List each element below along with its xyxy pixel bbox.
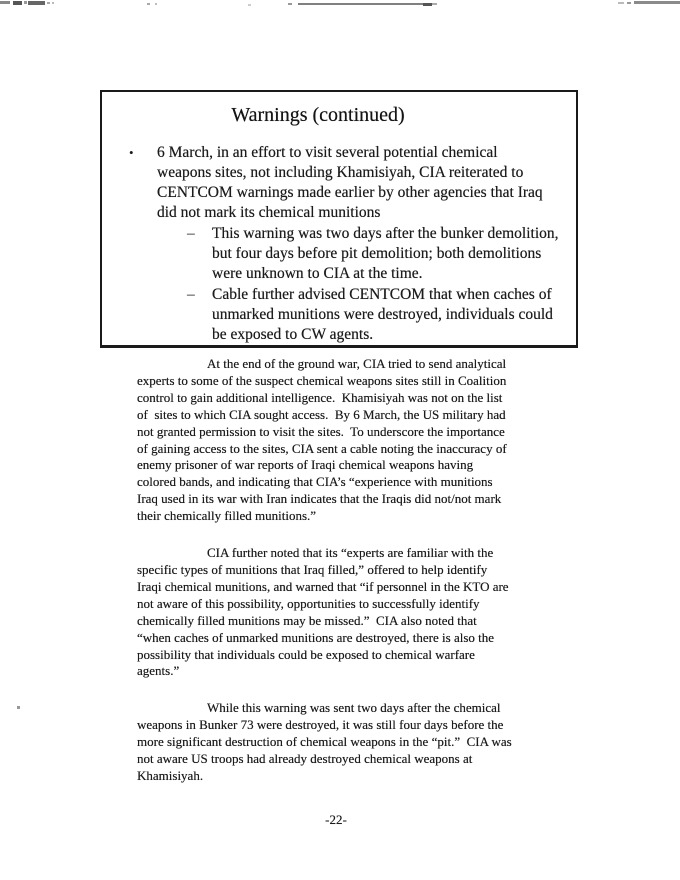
bullet-marker: •	[129, 145, 134, 160]
bullet-line: 6 March, in an effort to visit several potential chemical	[157, 144, 498, 161]
bullet-item	[102, 143, 576, 223]
warnings-box-title: Warnings (continued)	[231, 104, 405, 126]
body-line: of gaining access to the sites, CIA sent a cable noting the inaccuracy of	[137, 440, 507, 456]
body-line: control to gain additional intelligence. Khamisiyah was not on the list	[137, 389, 503, 405]
scan-artifact	[155, 3, 157, 5]
body-line: specific types of munitions that Iraq filled,” offered to help identify	[137, 561, 488, 577]
body-line: enemy prisoner of war reports of Iraqi chemical weapons having	[137, 457, 474, 473]
sub-bullet-marker: –	[187, 286, 195, 303]
body-line: more significant destruction of chemical weapons in the “pit.” CIA was	[137, 734, 512, 750]
body-text	[137, 356, 555, 805]
sub-bullet-line: This warning was two days after the bunker demolition,	[212, 225, 559, 242]
body-line: At the end of the ground war, CIA tried to send analytical	[207, 356, 507, 371]
scan-artifact	[17, 706, 20, 709]
scan-artifact	[618, 2, 624, 4]
page-number: -22-	[325, 812, 347, 827]
scan-artifact	[634, 1, 680, 4]
bullet-line: did not mark its chemical munitions	[157, 204, 381, 221]
body-line: agents.”	[137, 663, 180, 679]
bullet-text	[157, 143, 543, 223]
sub-bullet-item	[102, 285, 576, 345]
scan-artifact	[298, 3, 423, 5]
body-line: Iraq used in its war with Iran indicates that the Iraqis did not/not mark	[137, 491, 502, 507]
sub-bullet-line: unmarked munitions were destroyed, individuals could	[212, 306, 553, 323]
body-paragraph	[137, 356, 555, 525]
bullet-line: CENTCOM warnings made earlier by other agencies that Iraq	[157, 184, 543, 201]
scan-artifact	[627, 2, 631, 4]
scan-artifact	[13, 1, 22, 5]
body-line: “when caches of unmarked munitions are destroyed, there is also the	[137, 629, 495, 645]
body-line: While this warning was sent two days after the chemical	[207, 700, 501, 716]
body-line: Khamisiyah.	[137, 767, 204, 783]
body-paragraph	[137, 700, 555, 785]
scan-artifact	[0, 1, 10, 4]
body-line: of sites to which CIA sought access. By 6 March, the US military had	[137, 406, 506, 422]
body-paragraph	[137, 545, 555, 680]
sub-bullet-line: but four days before pit demolition; both demolitions	[212, 245, 542, 262]
scan-artifact	[24, 1, 27, 4]
body-line: Iraqi chemical munitions, and warned that “if personnel in the KTO are	[137, 578, 509, 594]
scan-artifact	[28, 1, 45, 5]
scan-artifact	[432, 3, 437, 5]
body-line: weapons in Bunker 73 were destroyed, it was still four days before the	[137, 717, 504, 733]
sub-bullet-marker: –	[187, 225, 195, 242]
body-line: experts to some of the suspect chemical weapons sites still in Coalition	[137, 372, 507, 388]
scan-artifact	[288, 3, 292, 5]
sub-bullet-text	[212, 224, 559, 284]
scan-artifact	[248, 4, 251, 6]
body-line: not granted permission to visit the sites. To underscore the importance	[137, 423, 505, 439]
body-line: chemically filled munitions may be missed.” CIA also noted that	[137, 612, 477, 628]
sub-bullet-line: be exposed to CW agents.	[212, 326, 374, 343]
body-line: their chemically filled munitions.”	[137, 508, 317, 524]
sub-bullet-line: were unknown to CIA at the time.	[212, 265, 423, 282]
sub-bullet-text	[212, 285, 553, 345]
body-line: CIA further noted that its “experts are familiar with the	[207, 545, 494, 561]
body-line: not aware US troops had already destroyed chemical weapons at	[137, 751, 473, 767]
scan-artifact	[47, 2, 50, 4]
body-line: colored bands, and indicating that CIA’s “experience with munitions	[137, 474, 493, 490]
scan-artifact	[423, 3, 432, 6]
body-line: possibility that individuals could be exposed to chemical warfare	[137, 646, 475, 662]
scan-artifact	[147, 3, 150, 5]
warnings-box	[100, 90, 578, 348]
sub-bullet-line: Cable further advised CENTCOM that when caches of	[212, 286, 552, 303]
body-line: not aware of this possibility, opportunities to successfully identify	[137, 595, 480, 611]
sub-bullet-item	[102, 224, 576, 284]
scan-artifact	[52, 2, 54, 4]
bullet-line: weapons sites, not including Khamisiyah, CIA reiterated to	[157, 164, 524, 181]
